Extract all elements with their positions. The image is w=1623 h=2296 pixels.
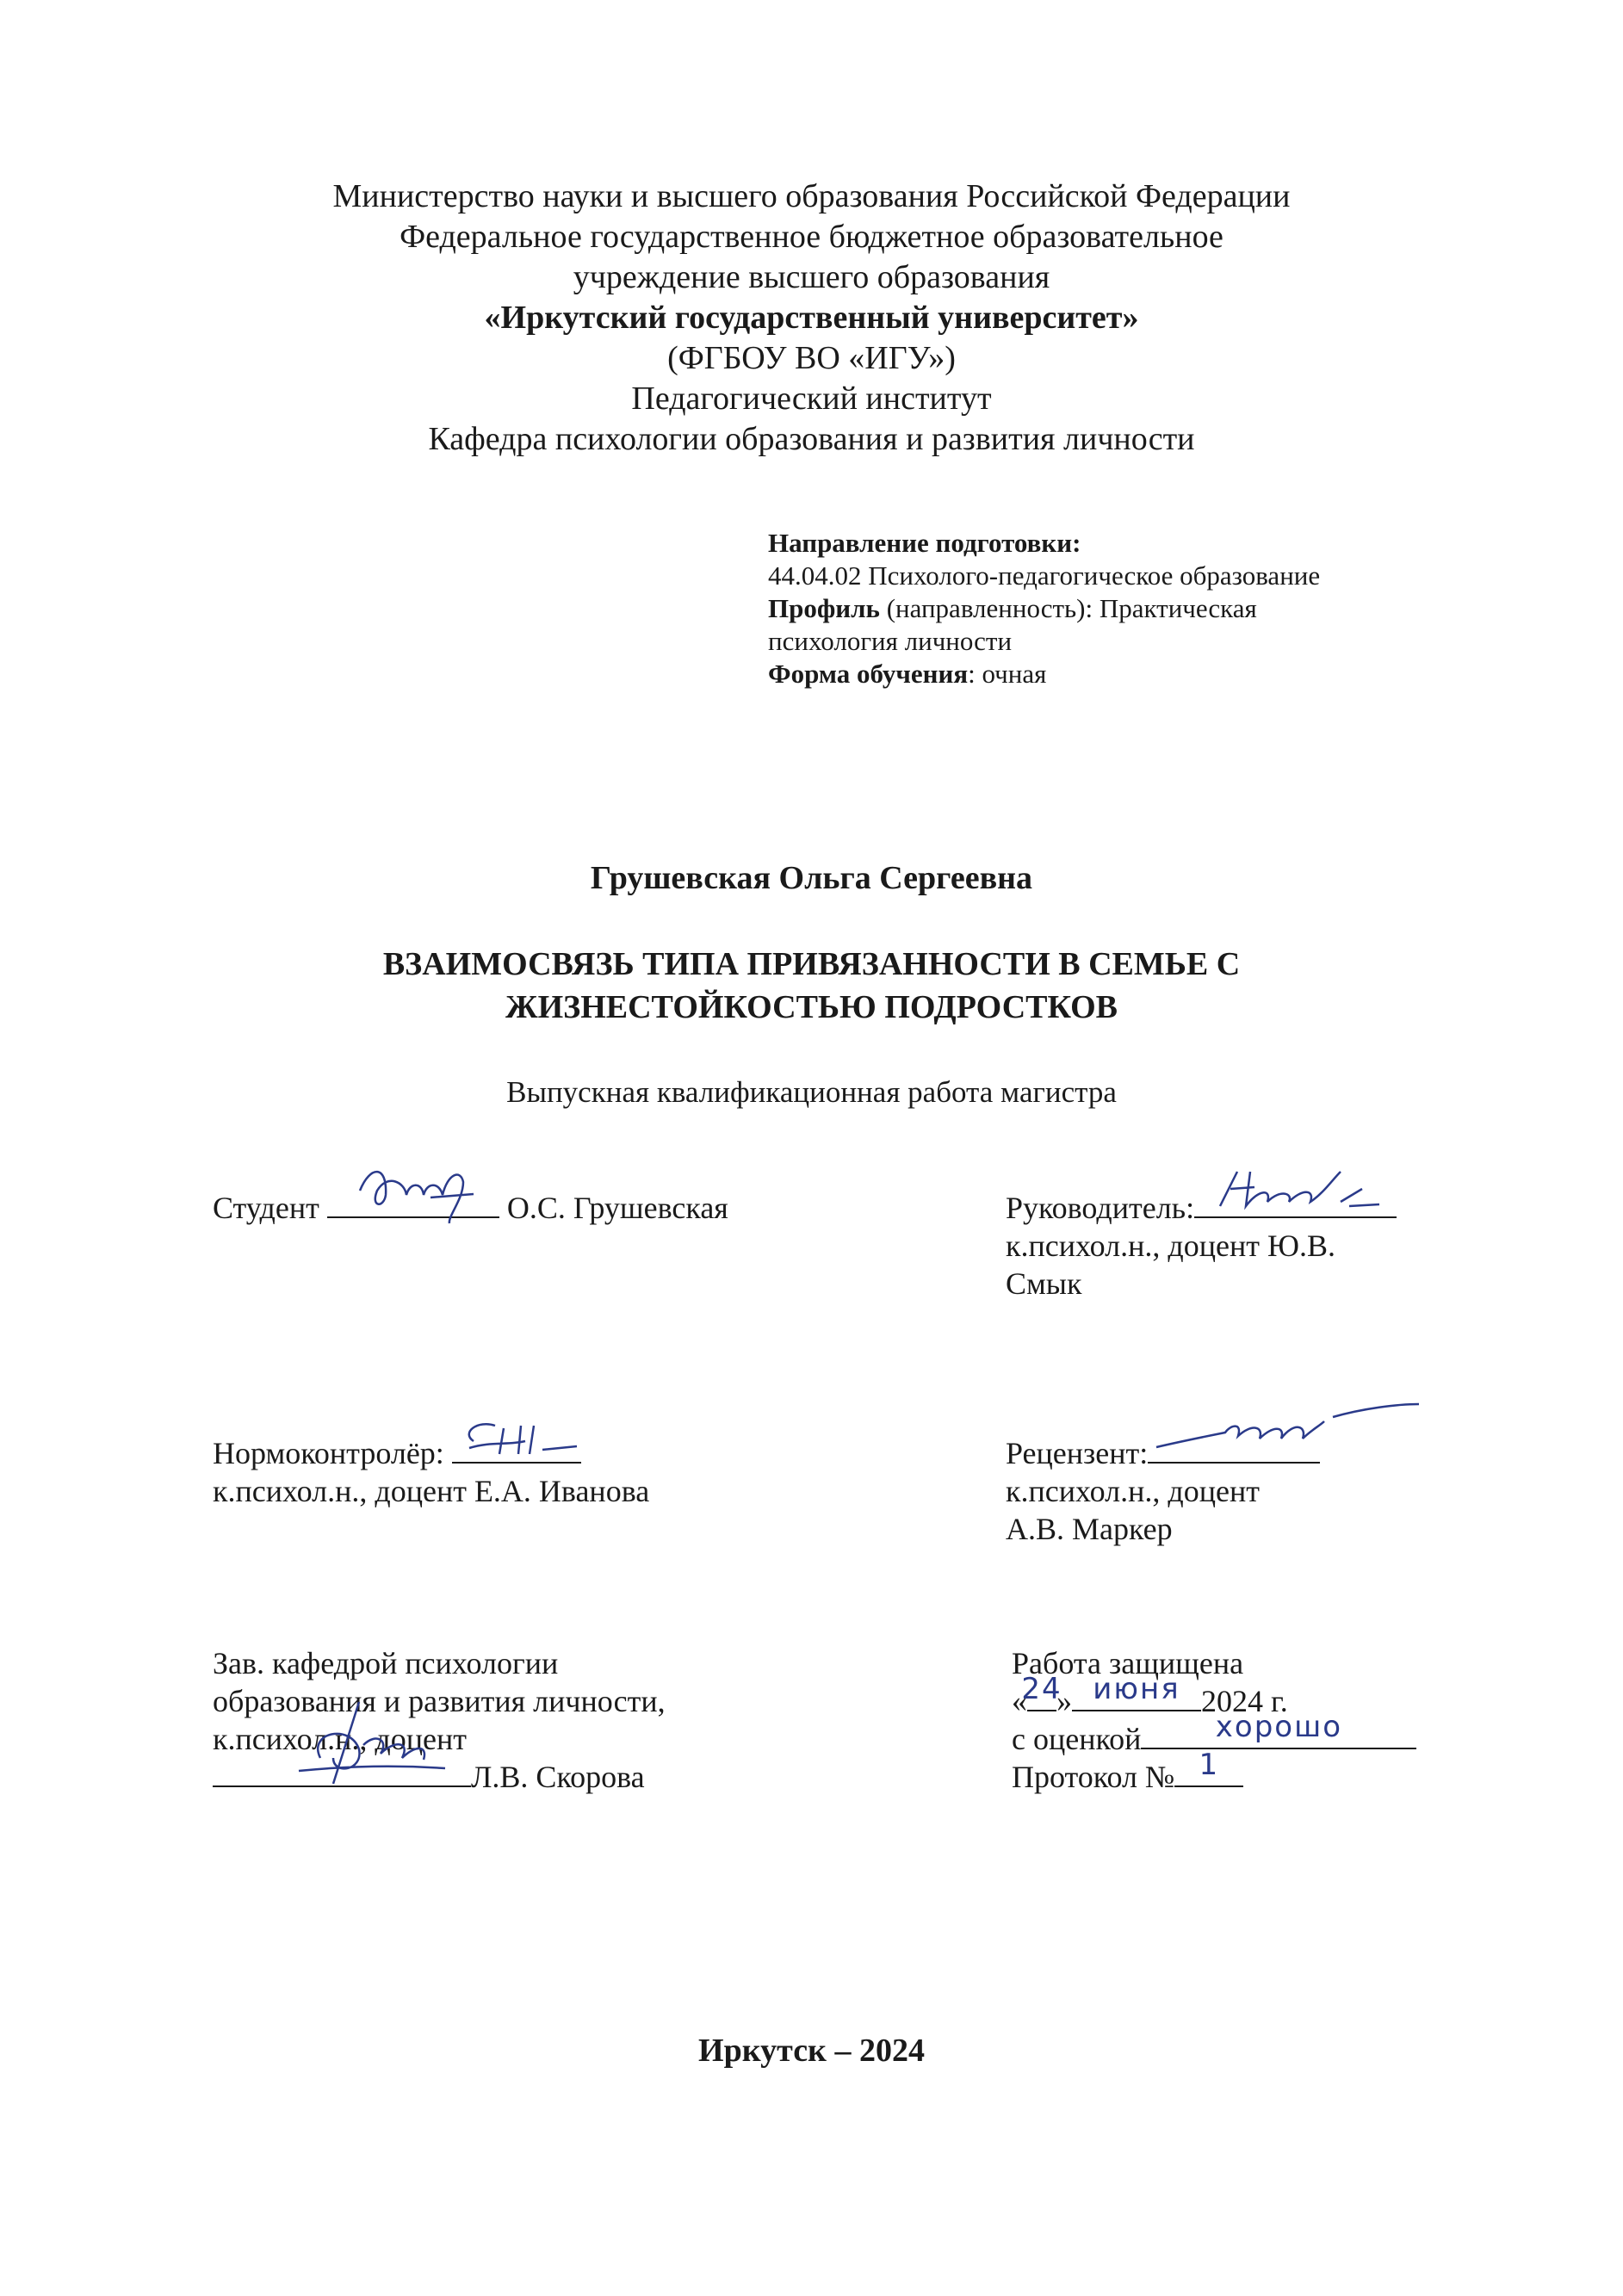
defense-word-1: Работа xyxy=(1012,1646,1101,1680)
reviewer-name: А.В. Маркер xyxy=(1006,1512,1173,1546)
head-of-department-block xyxy=(213,1644,666,1796)
city-year: Иркутск – 2024 xyxy=(698,2033,925,2069)
defense-date-row: « 24 » июня 2024 г. xyxy=(1012,1672,1288,1718)
thesis-title xyxy=(0,943,1623,1029)
head-line-2: образования и развития личности, xyxy=(213,1684,666,1718)
normocontrol-label: Нормоконтролёр: xyxy=(213,1436,444,1470)
direction-value: 44.04.02 Психолого-педагогическое образование xyxy=(768,560,1321,591)
student-block xyxy=(213,1189,728,1227)
grade-value: хорошо xyxy=(1215,1710,1343,1744)
defense-block xyxy=(1012,1644,1446,1796)
supervisor-label: Руководитель: xyxy=(1006,1191,1195,1225)
student-name: О.С. Грушевская xyxy=(506,1191,728,1225)
protocol-label: Протокол № xyxy=(1012,1760,1175,1794)
form-value: очная xyxy=(982,659,1047,689)
university-abbreviation: (ФГБОУ ВО «ИГУ») xyxy=(667,340,956,376)
protocol-number: 1 xyxy=(1199,1748,1220,1782)
supervisor-surname: Смык xyxy=(1006,1266,1082,1301)
student-signature-line xyxy=(327,1189,499,1218)
protocol-line xyxy=(1174,1748,1243,1787)
direction-row: Направление подготовки: xyxy=(768,528,1081,558)
profile-label: Профиль xyxy=(768,593,880,623)
form-row: Форма обучения: очная xyxy=(768,659,1047,689)
supervisor-signature xyxy=(1211,1163,1384,1223)
student-signature xyxy=(353,1156,482,1225)
supervisor-degree: к.психол.н., доцент Ю.В. xyxy=(1006,1228,1335,1263)
institution-type-line-2: учреждение высшего образования xyxy=(573,259,1050,295)
defense-day-line xyxy=(1021,1672,1062,1711)
head-line-3: к.психол.н., доцент xyxy=(213,1722,467,1756)
reviewer-block xyxy=(1006,1434,1320,1548)
ministry-line: Министерство науки и высшего образования Российской Федерации xyxy=(332,178,1291,214)
head-line-1: Зав. кафедрой психологии xyxy=(213,1646,559,1680)
normocontrol-degree: к.психол.н., доцент Е.А. Иванова xyxy=(213,1474,650,1508)
header xyxy=(0,176,1623,460)
profile-value-line-2: психология личности xyxy=(768,626,1013,656)
supervisor-block xyxy=(1006,1189,1397,1303)
university-name: «Иркутский государственный университет» xyxy=(484,300,1139,336)
direction-block xyxy=(768,527,1457,690)
student-label: Студент xyxy=(213,1191,319,1225)
institution-type-line: Федеральное государственное бюджетное образовательное xyxy=(400,219,1223,255)
head-signature-line xyxy=(213,1758,471,1787)
protocol-row xyxy=(1012,1748,1446,1796)
direction-label: Направление подготовки xyxy=(768,528,1073,558)
reviewer-signature-line xyxy=(1148,1434,1320,1464)
defense-word-2: защищена xyxy=(1109,1646,1244,1680)
defense-grade-row xyxy=(1012,1710,1446,1758)
grade-line xyxy=(1141,1710,1416,1749)
profile-word-2: (направленность): xyxy=(886,593,1093,623)
defense-year: 2024 г. xyxy=(1201,1684,1288,1718)
supervisor-signature-line xyxy=(1194,1189,1397,1218)
grade-label: с оценкой xyxy=(1012,1722,1142,1756)
department-name: Кафедра психологии образования и развития личности xyxy=(428,421,1195,457)
defense-month-line xyxy=(1072,1672,1201,1711)
normocontrol-block xyxy=(213,1434,649,1510)
form-label: Форма обучения xyxy=(768,659,969,689)
reviewer-degree: к.психол.н., доцент xyxy=(1006,1474,1260,1508)
defense-day: 24 xyxy=(1021,1672,1062,1706)
reviewer-label: Рецензент: xyxy=(1006,1436,1149,1470)
defense-month: июня xyxy=(1093,1672,1180,1706)
normocontrol-signature xyxy=(456,1415,585,1467)
reviewer-signature xyxy=(1148,1400,1423,1460)
work-type: Выпускная квалификационная работа магистра xyxy=(506,1075,1117,1109)
normocontrol-signature-line xyxy=(452,1434,581,1464)
institute-name: Педагогический институт xyxy=(631,381,992,417)
author-name: Грушевская Ольга Сергеевна xyxy=(590,860,1033,896)
profile-word-3: Практическая xyxy=(1099,593,1257,623)
thesis-title-line-2: ЖИЗНЕСТОЙКОСТЬЮ ПОДРОСТКОВ xyxy=(505,989,1118,1025)
profile-row xyxy=(768,592,1457,625)
thesis-title-line-1: ВЗАИМОСВЯЗЬ ТИПА ПРИВЯЗАННОСТИ В СЕМЬЕ С xyxy=(382,946,1241,982)
head-name: Л.В. Скорова xyxy=(471,1760,645,1794)
defense-row xyxy=(1012,1644,1446,1682)
